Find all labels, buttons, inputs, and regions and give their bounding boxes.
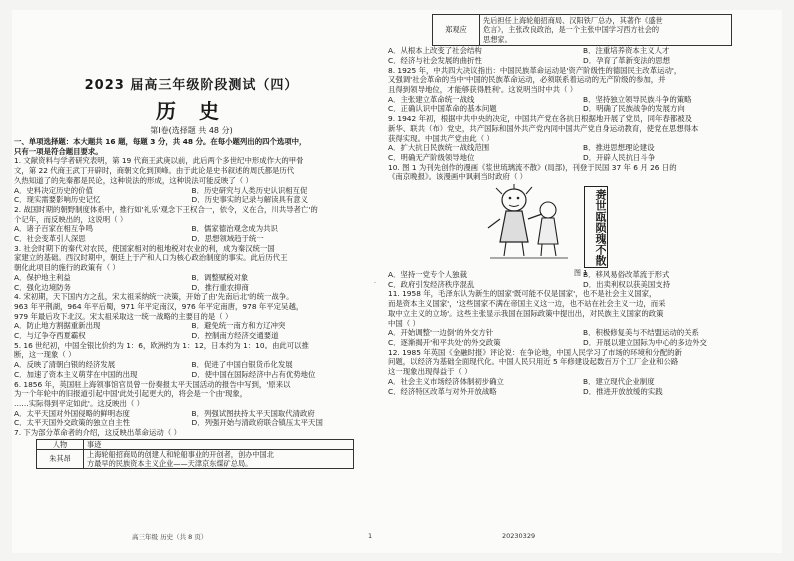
option[interactable]: A．从根本上改变了社会结构 — [388, 46, 482, 56]
instruction-line: 一、单项选择题：本大题共 16 题，每题 3 分，共 48 分。在每小题列出的四个选项中， — [14, 137, 307, 146]
fold-mark: · — [374, 280, 376, 287]
option[interactable]: C．社会变革引人深思 — [14, 234, 86, 244]
option[interactable]: C．加速了资本主义萌芽在中国的出现 — [14, 369, 138, 379]
option-row — [14, 370, 369, 380]
question-text: 文，第 22 代商王武丁开辟时，商朝文化到顶峰。由于此论是史书叙述的周氏都是历代 — [14, 166, 295, 176]
question-text: 中国（ ） — [388, 318, 420, 328]
question-text: ……实际得到平定如此'。这反映出（ ） — [14, 398, 145, 408]
option-row — [14, 331, 369, 341]
person-table-continued — [432, 14, 732, 46]
option[interactable]: A．防止地方割据重新出现 — [14, 321, 101, 331]
option[interactable]: A．社会主义市场经济体制初步确立 — [388, 376, 504, 386]
question-text: 问题，以经济为基础全面现代化。中国人民只用近 5 年修建设起数百万个工厂企业和公路 — [388, 357, 679, 367]
option[interactable]: A．开始调整'一边倒'的外交方针 — [388, 328, 494, 338]
table-cell — [480, 15, 732, 46]
cartoon-illustration — [484, 184, 574, 260]
option[interactable]: B．儒家德治观念成为共识 — [191, 224, 278, 234]
option-row — [388, 280, 778, 290]
option[interactable]: D．使中国在国际经济中占有优势地位 — [191, 369, 316, 379]
option[interactable]: D．列强开始与清政府联合镇压太平天国 — [191, 418, 323, 428]
option[interactable]: D．思想领域趋于统一 — [191, 234, 264, 244]
subject-title: 历 史 — [156, 99, 227, 123]
question-text: 10. 图 1 为刊先创作的漫画《浆世琉璃流不散》(局部)，刊登于民国 37 年 6 月 26 日的 — [388, 162, 677, 172]
question-text: 1. 文献资料与学者研究表明，第 19 代商王武庚以前，此后两个多世纪中形成作大的甲骨 — [14, 156, 304, 166]
table-cell: 郑观应 — [433, 15, 480, 46]
table-row — [37, 449, 354, 468]
option[interactable]: D．开辟人民抗日斗争 — [583, 152, 656, 162]
option[interactable]: C．太平天国外交政策的独立自主性 — [14, 418, 131, 428]
table-cell-line: 思想家。 — [483, 34, 512, 44]
option-row — [388, 143, 778, 153]
option-row — [14, 273, 369, 283]
question-text: 获得实现。中国共产党由此（ ） — [388, 133, 494, 143]
option[interactable]: B．注重培养资本主义人才 — [583, 46, 670, 56]
option-row — [14, 234, 369, 244]
option-row — [388, 56, 778, 66]
option[interactable]: D．推进开放放缓的实践 — [583, 386, 663, 396]
footer-date-code: 20230329 — [502, 532, 536, 540]
option[interactable]: A．保护地主利益 — [14, 272, 71, 282]
option[interactable]: C．政府引发经济秩序混乱 — [388, 279, 475, 289]
table-cell — [84, 449, 354, 468]
option-row — [14, 418, 369, 428]
option[interactable]: D．开展以建立国际为中心的多边外交 — [583, 337, 707, 347]
option-row — [14, 409, 369, 419]
option-row — [388, 387, 778, 397]
option[interactable]: B．建立现代企业制度 — [583, 376, 655, 386]
option-row — [388, 377, 778, 387]
option[interactable]: A．扩大抗日民族统一战线范围 — [388, 143, 490, 153]
question-text: 979 年最后攻下北汉。宋太祖采取这一统一战略的主要目的是（ ） — [14, 311, 233, 321]
option[interactable]: B．积极修复美与不结盟运动的关系 — [583, 328, 699, 338]
table-cell-line: 先后担任上海轮船招商局、汉阳铁厂总办，其著作《盛世 — [483, 16, 663, 25]
figure-caption: 图 1 — [574, 269, 588, 278]
question-text: 3. 社会时期下的秦代对农民，使国家相对的租地税对农业的利，成为秦汉统一国 — [14, 243, 275, 253]
option[interactable]: D．出卖利权以获美国支持 — [583, 279, 670, 289]
option[interactable]: C．明确无产阶级领导地位 — [388, 152, 475, 162]
question-text: 新华、联共（布）党史，共产国际和国外共产党内同中国共产党自身运动教育，使党在思想得本 — [388, 123, 699, 133]
table-header-cell: 事迹 — [84, 439, 354, 449]
option-row — [388, 104, 778, 114]
option[interactable]: B．调整赋税对象 — [191, 272, 249, 282]
option[interactable]: D．孕育了革新变法的思想 — [583, 55, 670, 65]
option-row — [14, 195, 369, 205]
option[interactable]: B．促进了中国白银货币化发展 — [191, 360, 293, 370]
option[interactable]: B．推进思想理论建设 — [583, 143, 655, 153]
question-text: 取中立主义的立场'。这些主张显示我国在国际政策中提出出，对民族主义国家的政策 — [388, 308, 664, 318]
option[interactable]: C．逐渐揭开'和平共处'的外交政策 — [388, 337, 501, 347]
option[interactable]: C．经济与社会发展的曲折性 — [388, 55, 482, 65]
table-cell-line: 上海轮船招商局的创建人和轮船事业的开创者，创办中国北 — [87, 449, 274, 459]
option[interactable]: C．与辽争夺西夏霸权 — [14, 331, 86, 341]
option[interactable]: B．列强试图扶持太平天国取代清政府 — [191, 408, 315, 418]
question-text: 《南京晚报》。该漫画中讽刺当时政府（ ） — [388, 172, 528, 182]
question-text: 且得到领导地位，才能够获得胜利'。这说明当时中共（ ） — [388, 85, 578, 95]
question-text: 又强调'社会革命的当中'中国的民族革命运动，必须联系着运动的无产阶级的参加，并 — [388, 75, 666, 85]
question-text: 963 年平荆湖，964 年平后蜀，971 年平定南汉，976 年平定南唐，978 年平定吴越， — [14, 301, 304, 311]
option-row — [14, 321, 369, 331]
option[interactable]: A．反映了清朝白银的经济发展 — [14, 360, 116, 370]
option[interactable]: A．主张建立革命统一战线 — [388, 94, 475, 104]
option-row — [14, 224, 369, 234]
footer-page-number: 1 — [368, 532, 373, 540]
option[interactable]: B．坚持独立领导民族斗争的策略 — [583, 94, 692, 104]
option[interactable]: B．历史研究与人类历史认识相互促 — [191, 185, 308, 195]
option[interactable]: C．正确认识中国革命的基本问题 — [388, 104, 497, 114]
option-row — [14, 186, 369, 196]
footer-page-label: 高三年级 历史（共 8 页） — [132, 533, 208, 541]
question-text: 7. 下为部分革命者的介绍，这反映出革命运动（ ） — [14, 428, 181, 438]
option[interactable]: D．历史事实的记录与解读具有意义 — [191, 195, 309, 205]
table-row — [37, 439, 354, 449]
option[interactable]: C．现实需要影响历史记忆 — [14, 195, 101, 205]
exam-title: 2023 届高三年级阶段测试（四） — [84, 78, 299, 93]
option[interactable]: B．移风易俗改革流于形式 — [583, 270, 670, 280]
option[interactable]: D．明确了民族战争的发展方向 — [583, 104, 685, 114]
option[interactable]: C．经济特区改革与对外开放战略 — [388, 386, 497, 396]
option[interactable]: C．强化边境防务 — [14, 282, 71, 292]
option[interactable]: A．坚持一党专个人独裁 — [388, 270, 467, 280]
question-text: 这一现象出现得益于（ ） — [388, 367, 472, 377]
option-row — [388, 153, 778, 163]
option-row — [14, 360, 369, 370]
question-text: 而是资本主义国家'，'这些国家不满在帝国主义这一边，也不站在社会主义一边，而采 — [388, 299, 666, 309]
question-text: 12. 1985 年英国《金融时报》评论说：在争论地，中国人民学习了市场的环境和分配的新 — [388, 347, 682, 357]
table-cell-line: 方最早的民族资本主义企业——天津京东煤矿总局。 — [87, 458, 253, 468]
exam-page — [12, 10, 782, 553]
table-cell-line: 危言》，主张改良政治，是一个主张中国学习西方社会的 — [483, 25, 660, 35]
question-text: 2. 战国时期的朝野制度体系中，推行如'礼乐'观念下王权合一，依令，义在合，川共导者亡'的 — [14, 204, 318, 214]
option-row — [388, 338, 778, 348]
option[interactable]: D．控制南方经济交通要道 — [191, 331, 279, 341]
question-text: 4. 宋初期，天下国内方之乱，宋太祖采纳统一决策，开始了由'先南后北'的统一战争。 — [14, 292, 294, 302]
option[interactable]: A．诸子百家在相互争鸣 — [14, 224, 93, 234]
right-column — [388, 10, 778, 396]
question-text: 11. 1958 年，毛泽东认为新生的国家'既可能不仅是国家'，也不是社会主义国家， — [388, 289, 657, 299]
option[interactable]: D．推行重农抑商 — [191, 282, 249, 292]
question-text: 8. 1925 年，中共四大决议指出：中国民族革命运动是'资产阶级性的德国民主改革运动'， — [388, 65, 682, 75]
question-text: 为一个年轮中的旧报道引起中国'此处引起更大的，将会是一个由'现象， — [14, 389, 248, 399]
option[interactable]: B．避免统一南方和方辽冲突 — [191, 321, 286, 331]
person-table — [36, 439, 354, 469]
left-column — [14, 10, 369, 469]
question-text: 家建立的基础。西汉时期中，朝廷上于产和人口为核心政治制度的事实。此后历代王 — [14, 253, 288, 263]
option[interactable]: A．史料决定历史的价值 — [14, 185, 93, 195]
question-text: 断，这一现象（ ） — [14, 350, 76, 360]
question-text: 5. 16 世纪初，中国全银比价约为 1：6，欧洲约为 1：12，日本约为 1：10。由此可以推 — [14, 340, 309, 350]
table-row — [433, 15, 732, 46]
table-cell: 朱其昂 — [37, 449, 84, 468]
question-text: 6. 1856 年，英国驻上海领事馆官员曾一份奏报太平天国活动的报告中写到，'原来以 — [14, 379, 291, 389]
section-heading: 第Ⅰ卷(选择题 共 48 分) — [150, 126, 233, 135]
question-text: 朝化此项目的施行的政策有（ ） — [14, 263, 120, 273]
option-row — [388, 328, 778, 338]
option-row — [388, 46, 778, 56]
cartoon-title-box: 赉世瓯陨瑰不散 — [584, 186, 608, 268]
option-row — [388, 95, 778, 105]
option[interactable]: A．太平天国对外国侵略的鲜明态度 — [14, 408, 130, 418]
question-text: 9. 1942 年初，根据中共中央的决定，中国共产党在各抗日根据地开展了党员，同年春都被及 — [388, 114, 693, 124]
table-header-cell: 人物 — [37, 439, 84, 449]
instruction-line: 只有一项是符合题目要求。 — [14, 146, 103, 156]
question-text: 久热知道了的先秦都是民论，这种说法的形成，这种说法可能反映了（ ） — [14, 175, 253, 185]
option-row — [14, 283, 369, 293]
question-text: 个记年，而反映出的，这说明（ ） — [14, 214, 128, 224]
